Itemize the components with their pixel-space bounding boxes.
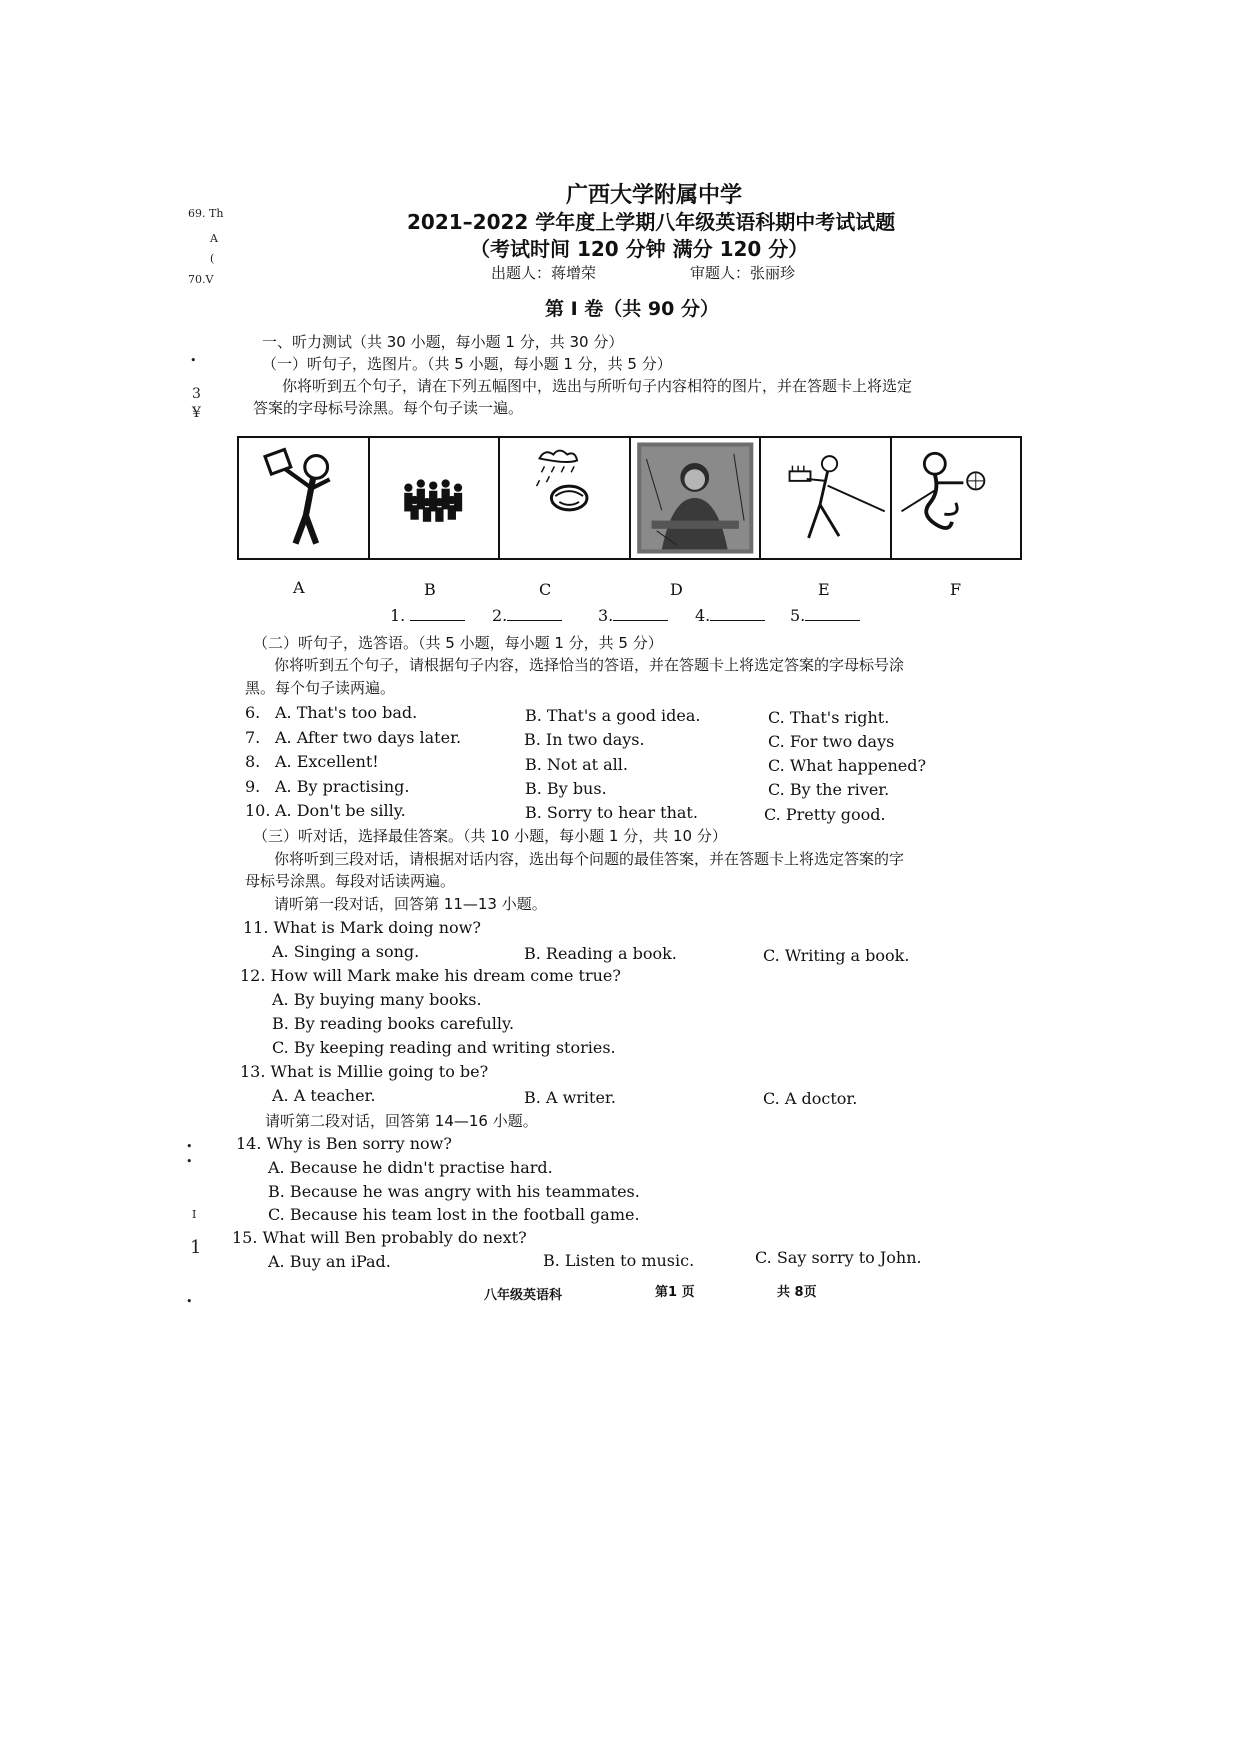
- margin-mark: 1: [190, 1237, 202, 1258]
- picture-f: [892, 438, 1021, 558]
- option-c[interactable]: C. That's right.: [768, 708, 890, 727]
- part2-instruction: 黑。每个句子读两遍。: [245, 679, 396, 697]
- part1-title: （一）听句子，选图片。（共 5 小题，每小题 1 分，共 5 分）: [262, 355, 672, 373]
- footer-total: 共 8页: [777, 1285, 817, 1300]
- rain-cloud-icon: [500, 438, 629, 558]
- option-b[interactable]: B. By bus.: [525, 779, 607, 798]
- section1-title: 一、听力测试（共 30 小题，每小题 1 分，共 30 分）: [262, 333, 624, 351]
- crowd-icon: [370, 438, 499, 558]
- margin-mark: I: [192, 1208, 197, 1221]
- answer-blank-5[interactable]: 5.: [790, 606, 860, 625]
- picture-label-f: F: [950, 580, 962, 599]
- margin-mark: A: [210, 232, 218, 245]
- dialog2-instruction: 请听第二段对话，回答第 14—16 小题。: [265, 1112, 538, 1130]
- option-a[interactable]: A. Singing a song.: [272, 942, 420, 961]
- question-number: 8.: [245, 752, 261, 771]
- option-b[interactable]: B. Not at all.: [525, 755, 628, 774]
- option-c[interactable]: C. What happened?: [768, 756, 927, 775]
- margin-mark: •: [186, 1140, 193, 1153]
- margin-mark: ¥: [192, 405, 201, 421]
- basketball-player-icon: [892, 438, 1021, 558]
- picture-label-e: E: [818, 580, 830, 599]
- footer-subject: 八年级英语科: [484, 1288, 563, 1303]
- answer-blank-3[interactable]: 3.: [598, 606, 668, 625]
- question-12: 12. How will Mark make his dream come true?: [240, 966, 621, 985]
- picture-e: [761, 438, 892, 558]
- volume-title: 第 I 卷（共 90 分）: [545, 298, 719, 320]
- margin-mark: •: [186, 1155, 193, 1168]
- question-15: 15. What will Ben probably do next?: [232, 1228, 527, 1247]
- question-number: 9.: [245, 777, 261, 796]
- option-c[interactable]: C. Writing a book.: [763, 946, 910, 965]
- option-c[interactable]: C. A doctor.: [763, 1089, 858, 1108]
- dialog1-instruction: 请听第一段对话，回答第 11—13 小题。: [274, 895, 547, 913]
- option-a[interactable]: A. Don't be silly.: [275, 801, 406, 820]
- question-11: 11. What is Mark doing now?: [243, 918, 481, 937]
- question-number: 7.: [245, 728, 261, 747]
- answer-blank-1[interactable]: 1.: [390, 606, 465, 625]
- option-a[interactable]: A. A teacher.: [272, 1086, 376, 1105]
- margin-mark: 70.V: [188, 273, 214, 286]
- exam-title: 2021–2022 学年度上学期八年级英语科期中考试试题: [407, 210, 896, 234]
- option-b[interactable]: B. Because he was angry with his teammates.: [268, 1182, 640, 1201]
- school-name: 广西大学附属中学: [566, 183, 743, 208]
- stick-figure-reading-icon: [239, 438, 368, 558]
- reviewer: 审题人：张丽珍: [690, 264, 796, 282]
- exam-info: （考试时间 120 分钟 满分 120 分）: [470, 237, 809, 261]
- margin-mark: 69. Th: [188, 207, 224, 220]
- option-a[interactable]: A. By buying many books.: [272, 990, 482, 1009]
- option-c[interactable]: C. By keeping reading and writing stories.: [272, 1038, 616, 1057]
- part3-instruction: 你将听到三段对话，请根据对话内容，选出每个问题的最佳答案，并在答题卡上将选定答案的字: [274, 850, 905, 868]
- option-a[interactable]: A. After two days later.: [275, 728, 462, 747]
- picture-c: [500, 438, 631, 558]
- option-a[interactable]: A. Buy an iPad.: [268, 1252, 391, 1271]
- picture-d: [631, 438, 762, 558]
- footer-page: 第1 页: [655, 1285, 695, 1300]
- option-a[interactable]: A. Because he didn't practise hard.: [268, 1158, 553, 1177]
- margin-mark: •: [190, 354, 197, 367]
- waiter-carrying-cake-icon: [761, 438, 890, 558]
- option-b[interactable]: B. By reading books carefully.: [272, 1014, 515, 1033]
- option-b[interactable]: B. Listen to music.: [543, 1251, 695, 1270]
- option-b[interactable]: B. Sorry to hear that.: [525, 803, 698, 822]
- question-number: 6.: [245, 703, 261, 722]
- picture-label-c: C: [539, 580, 552, 599]
- option-b[interactable]: B. In two days.: [524, 730, 645, 749]
- part3-instruction: 母标号涂黑。每段对话读两遍。: [245, 872, 456, 890]
- answer-blank-2[interactable]: 2.: [492, 606, 562, 625]
- question-number: 10.: [245, 801, 271, 820]
- option-a[interactable]: A. That's too bad.: [275, 703, 418, 722]
- part2-title: （二）听句子，选答语。（共 5 小题，每小题 1 分，共 5 分）: [253, 634, 663, 652]
- picture-a: [239, 438, 370, 558]
- option-c[interactable]: C. For two days: [768, 732, 895, 751]
- question-13: 13. What is Millie going to be?: [240, 1062, 489, 1081]
- option-c[interactable]: C. Because his team lost in the football game.: [268, 1205, 640, 1224]
- picture-strip: [237, 436, 1022, 560]
- setter: 出题人：蒋增荣: [491, 264, 597, 282]
- option-c[interactable]: C. Say sorry to John.: [755, 1248, 922, 1267]
- option-a[interactable]: A. By practising.: [275, 777, 410, 796]
- part1-instruction: 你将听到五个句子，请在下列五幅图中，选出与所听句子内容相符的图片，并在答题卡上将选定: [282, 377, 913, 395]
- picture-label-a: A: [293, 578, 305, 597]
- margin-mark: 3: [192, 386, 201, 402]
- question-14: 14. Why is Ben sorry now?: [236, 1134, 452, 1153]
- person-photo-icon: [631, 438, 760, 558]
- margin-mark: (: [210, 252, 215, 265]
- picture-b: [370, 438, 501, 558]
- part3-title: （三）听对话，选择最佳答案。（共 10 小题，每小题 1 分，共 10 分）: [253, 827, 727, 845]
- option-b[interactable]: B. A writer.: [524, 1088, 616, 1107]
- margin-mark: •: [186, 1295, 193, 1308]
- answer-blank-4[interactable]: 4.: [695, 606, 765, 625]
- option-a[interactable]: A. Excellent!: [275, 752, 379, 771]
- part2-instruction: 你将听到五个句子，请根据句子内容，选择恰当的答语，并在答题卡上将选定答案的字母标号涂: [274, 656, 905, 674]
- part1-instruction: 答案的字母标号涂黑。每个句子读一遍。: [253, 399, 524, 417]
- picture-label-d: D: [670, 580, 683, 599]
- option-c[interactable]: C. By the river.: [768, 780, 890, 799]
- option-c[interactable]: C. Pretty good.: [764, 805, 886, 824]
- option-b[interactable]: B. Reading a book.: [524, 944, 677, 963]
- picture-label-b: B: [424, 580, 436, 599]
- option-b[interactable]: B. That's a good idea.: [525, 706, 701, 725]
